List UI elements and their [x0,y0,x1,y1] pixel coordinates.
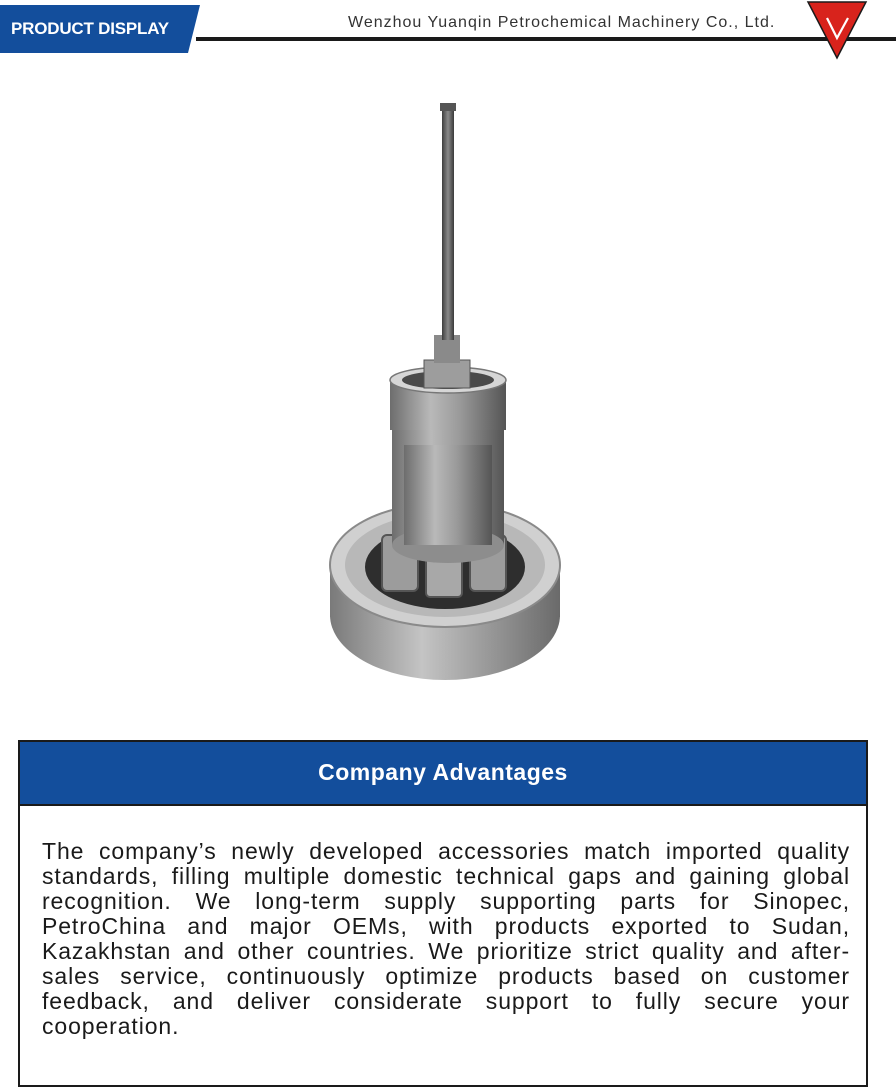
panel-body-text: The company’s newly developed accessories match imported quality standards, filling multiple domestic technical gaps and gaining global recognition. We long-term supply supporting parts for Sinopec, PetroChina and major OEMs, with products exported to Sudan, Kazakhstan and other countries. We prioritize strict quality and after-sales service, continuously optimize products based on customer feedback, and deliver considerate support to fully secure your cooperation. [42,838,850,1039]
company-name: Wenzhou Yuanqin Petrochemical Machinery Co., Ltd. [348,14,776,31]
panel-title: Company Advantages [318,759,568,785]
product-image [300,95,600,695]
panel-header [20,742,866,806]
company-advantages-panel [18,740,868,1087]
logo-icon [806,0,868,60]
section-tag-label: PRODUCT DISPLAY [11,19,169,38]
header-divider [196,37,896,41]
header-bar [0,0,896,62]
